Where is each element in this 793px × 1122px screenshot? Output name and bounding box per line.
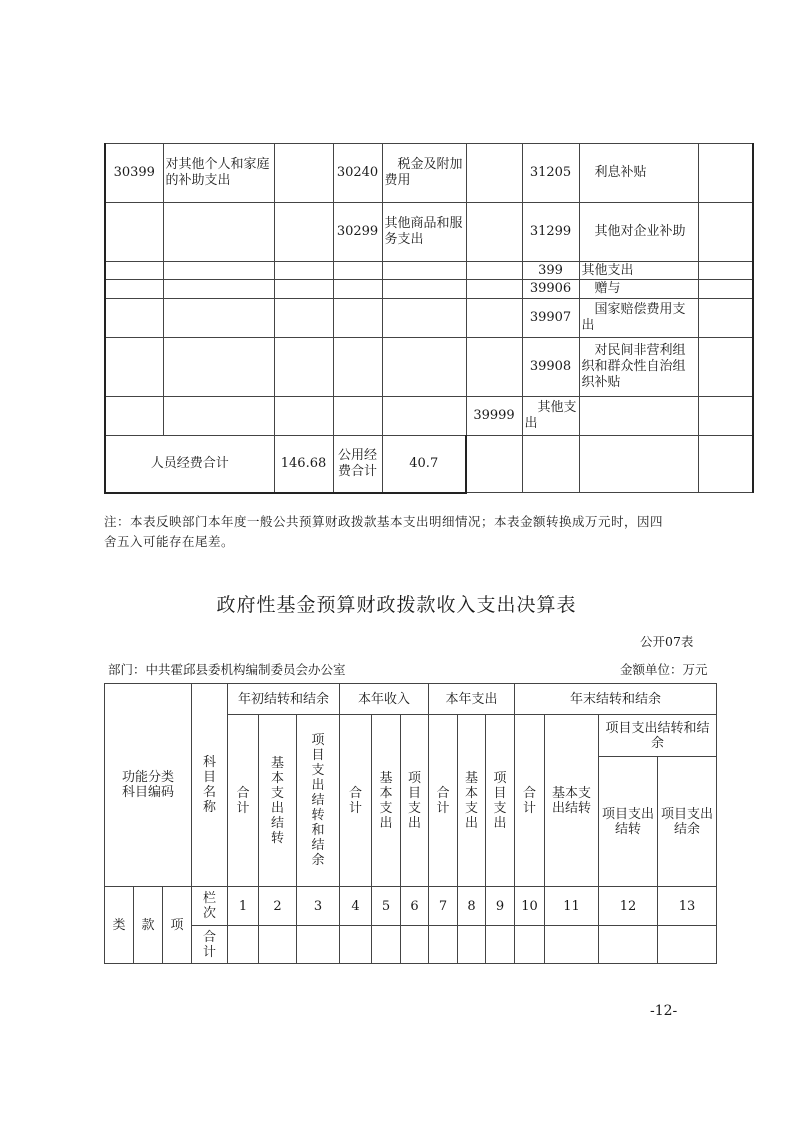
table-row bbox=[105, 203, 753, 262]
cell-code bbox=[105, 338, 163, 397]
cell-code bbox=[333, 299, 382, 338]
cell-code: 31299 bbox=[522, 203, 579, 262]
cell-name bbox=[163, 262, 274, 280]
cell-name bbox=[579, 397, 698, 436]
cell-code: 30399 bbox=[105, 144, 163, 203]
cell-name bbox=[163, 280, 274, 299]
expense-total-header bbox=[429, 715, 458, 887]
personnel-total-label: 人员经费合计 bbox=[105, 436, 274, 493]
column-number: 4 bbox=[340, 887, 372, 926]
subject-name-header bbox=[192, 684, 228, 887]
cell-empty bbox=[579, 436, 698, 493]
cell-code bbox=[105, 262, 163, 280]
cell-code bbox=[105, 203, 163, 262]
lei-header: 类 bbox=[105, 887, 134, 964]
cell-code: 399 bbox=[522, 262, 579, 280]
table-row bbox=[105, 397, 753, 436]
cell-amount bbox=[274, 280, 333, 299]
cell-amount bbox=[698, 280, 753, 299]
cell-name: 利息补贴 bbox=[579, 144, 698, 203]
cell-amount bbox=[698, 144, 753, 203]
table-number: 公开07表 bbox=[640, 634, 694, 649]
cell-code: 31205 bbox=[522, 144, 579, 203]
amount-unit-label: 金额单位：万元 bbox=[620, 662, 708, 677]
header-text: 项目支出结余 bbox=[661, 806, 714, 837]
header-text: 基本支出 bbox=[465, 770, 479, 831]
cell-code bbox=[105, 299, 163, 338]
closing-project-group-header: 项目支出结转和结余 bbox=[599, 715, 717, 757]
header-text: 项目支出 bbox=[493, 770, 507, 831]
opening-total-header bbox=[228, 715, 259, 887]
table-row bbox=[105, 280, 753, 299]
column-number: 5 bbox=[372, 887, 401, 926]
cell-code: 39907 bbox=[522, 299, 579, 338]
cell-code bbox=[333, 280, 382, 299]
cell-amount bbox=[274, 299, 333, 338]
header-text: 合计 bbox=[203, 929, 217, 960]
sum-cell bbox=[340, 926, 372, 964]
public-total-value: 40.7 bbox=[382, 436, 466, 493]
cell-name bbox=[163, 397, 274, 436]
page-number: -12- bbox=[650, 1003, 678, 1019]
cell-empty bbox=[466, 436, 522, 493]
cell-code: 30299 bbox=[333, 203, 382, 262]
column-number: 3 bbox=[297, 887, 340, 926]
cell-amount bbox=[698, 203, 753, 262]
cell-amount bbox=[274, 262, 333, 280]
xiang-header: 项 bbox=[163, 887, 192, 964]
func-code-header bbox=[105, 684, 192, 887]
cell-name bbox=[163, 203, 274, 262]
sum-cell bbox=[486, 926, 515, 964]
cell-empty bbox=[522, 436, 579, 493]
cell-amount bbox=[466, 299, 522, 338]
column-number: 6 bbox=[401, 887, 429, 926]
sum-cell bbox=[545, 926, 599, 964]
table-row bbox=[105, 338, 753, 397]
personnel-total-value: 146.68 bbox=[274, 436, 333, 493]
cell-name bbox=[382, 262, 466, 280]
sum-cell bbox=[259, 926, 297, 964]
cell-name: 对其他个人和家庭的补助支出 bbox=[163, 144, 274, 203]
sum-cell bbox=[599, 926, 658, 964]
column-number-row bbox=[105, 887, 717, 926]
income-project-header bbox=[401, 715, 429, 887]
opening-basic-header bbox=[259, 715, 297, 887]
cell-amount bbox=[466, 262, 522, 280]
cell-name bbox=[382, 299, 466, 338]
header-text: 基本支出 bbox=[379, 770, 393, 831]
cell-code bbox=[333, 338, 382, 397]
expense-project-header bbox=[486, 715, 515, 887]
closing-header: 年末结转和结余 bbox=[515, 684, 717, 715]
cell-name: 赠与 bbox=[579, 280, 698, 299]
header-text: 基本支出结转 bbox=[552, 785, 592, 816]
header-text: 基本支出结转 bbox=[271, 755, 285, 846]
column-number: 7 bbox=[429, 887, 458, 926]
cell-code bbox=[333, 397, 382, 436]
cell-name: 税金及附加费用 bbox=[382, 144, 466, 203]
subject-name-header-text: 科目名称 bbox=[203, 755, 217, 815]
page-title: 政府性基金预算财政拨款收入支出决算表 bbox=[216, 594, 577, 616]
cell-amount bbox=[698, 397, 753, 436]
sum-cell bbox=[228, 926, 259, 964]
sum-cell bbox=[515, 926, 545, 964]
government-fund-table bbox=[104, 683, 717, 964]
cell-code bbox=[333, 262, 382, 280]
col-no-label bbox=[192, 887, 228, 926]
cell-code bbox=[105, 397, 163, 436]
closing-basic-header bbox=[545, 715, 599, 887]
column-number: 11 bbox=[545, 887, 599, 926]
cell-name bbox=[382, 397, 466, 436]
cell-name: 国家赔偿费用支出 bbox=[579, 299, 698, 338]
sum-cell bbox=[401, 926, 429, 964]
cell-code: 39908 bbox=[522, 338, 579, 397]
header-text: 合计 bbox=[436, 785, 450, 816]
header-text: 栏次 bbox=[203, 891, 217, 921]
cell-name bbox=[382, 338, 466, 397]
income-total-header bbox=[340, 715, 372, 887]
column-number: 1 bbox=[228, 887, 259, 926]
header-row-1 bbox=[105, 684, 717, 715]
sum-cell bbox=[658, 926, 717, 964]
department-label: 部门：中共霍邱县委机构编制委员会办公室 bbox=[108, 662, 346, 677]
header-text: 合计 bbox=[236, 785, 250, 816]
cell-name: 其他对企业补助 bbox=[579, 203, 698, 262]
cell-empty bbox=[698, 436, 753, 493]
column-number: 9 bbox=[486, 887, 515, 926]
sum-cell bbox=[458, 926, 486, 964]
cell-name: 其他商品和服务支出 bbox=[382, 203, 466, 262]
column-number: 13 bbox=[658, 887, 717, 926]
expense-basic-header bbox=[458, 715, 486, 887]
closing-total-header bbox=[515, 715, 545, 887]
closing-project-carry-header bbox=[599, 757, 658, 887]
header-text: 合计 bbox=[349, 785, 363, 816]
cell-amount bbox=[274, 144, 333, 203]
kuan-header: 款 bbox=[134, 887, 163, 964]
sum-row bbox=[105, 926, 717, 964]
cell-name bbox=[382, 280, 466, 299]
cell-code: 30240 bbox=[333, 144, 382, 203]
cell-code: 39906 bbox=[522, 280, 579, 299]
column-number: 12 bbox=[599, 887, 658, 926]
header-text: 项目支出结转和结余 bbox=[311, 733, 325, 868]
income-header: 本年收入 bbox=[340, 684, 429, 715]
cell-amount bbox=[466, 144, 522, 203]
sum-cell bbox=[372, 926, 401, 964]
header-text: 合计 bbox=[523, 785, 537, 816]
sum-cell bbox=[297, 926, 340, 964]
cell-name bbox=[163, 299, 274, 338]
cell-code bbox=[105, 280, 163, 299]
cell-name: 其他支出 bbox=[579, 262, 698, 280]
expense-header: 本年支出 bbox=[429, 684, 515, 715]
cell-amount bbox=[274, 203, 333, 262]
cell-code: 39999 bbox=[466, 397, 522, 436]
cell-name: 对民间非营利组织和群众性自治组织补贴 bbox=[579, 338, 698, 397]
cell-amount bbox=[698, 299, 753, 338]
sum-label bbox=[192, 926, 228, 964]
cell-amount bbox=[466, 338, 522, 397]
table-row bbox=[105, 144, 753, 203]
cell-amount bbox=[274, 338, 333, 397]
total-row bbox=[105, 436, 753, 493]
header-text: 项目支出结转 bbox=[602, 806, 655, 837]
opening-project-header bbox=[297, 715, 340, 887]
table-note: 注：本表反映部门本年度一般公共预算财政拨款基本支出明细情况；本表金额转换成万元时，因四舍五入可能存在尾差。 bbox=[104, 514, 664, 549]
column-number: 8 bbox=[458, 887, 486, 926]
cell-name: 其他支出 bbox=[522, 397, 579, 436]
cell-amount bbox=[698, 338, 753, 397]
cell-amount bbox=[698, 262, 753, 280]
table-row bbox=[105, 262, 753, 280]
func-code-header-text: 功能分类科目编码 bbox=[121, 770, 174, 800]
cell-name bbox=[163, 338, 274, 397]
cell-amount bbox=[274, 397, 333, 436]
sum-cell bbox=[429, 926, 458, 964]
column-number: 10 bbox=[515, 887, 545, 926]
income-basic-header bbox=[372, 715, 401, 887]
opening-header: 年初结转和结余 bbox=[228, 684, 340, 715]
cell-amount bbox=[466, 280, 522, 299]
header-text: 项目支出 bbox=[408, 770, 422, 831]
cell-amount bbox=[466, 203, 522, 262]
table-row bbox=[105, 299, 753, 338]
column-number: 2 bbox=[259, 887, 297, 926]
basic-expense-detail-table bbox=[104, 143, 754, 494]
closing-project-balance-header bbox=[658, 757, 717, 887]
public-total-label: 公用经费合计 bbox=[333, 436, 382, 493]
